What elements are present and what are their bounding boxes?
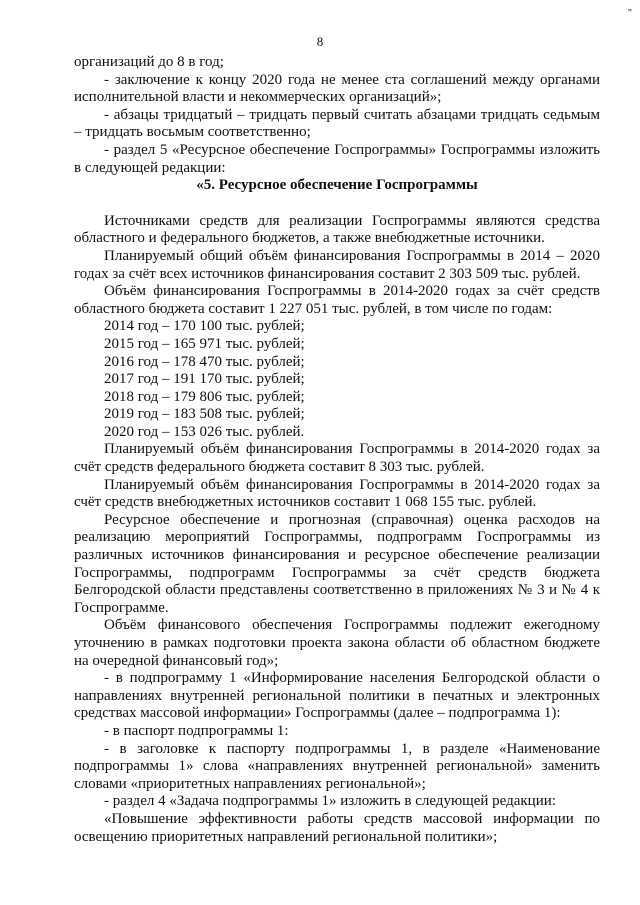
- paragraph: - раздел 5 «Ресурсное обеспечение Госпрограммы» Госпрограммы изложить в следующей редакции:: [74, 141, 600, 176]
- list-item: 2018 год – 179 806 тыс. рублей;: [104, 388, 305, 405]
- list-item: 2016 год – 178 470 тыс. рублей;: [104, 353, 305, 370]
- page-number: 8: [316, 34, 324, 49]
- paragraph: Планируемый объём финансирования Госпрограммы в 2014-2020 годах за счёт средств внебюджетных источников составит 1 068 155 тыс. рублей.: [74, 476, 600, 511]
- paragraph: организаций до 8 в год;: [74, 54, 224, 70]
- paragraph: - в паспорт подпрограммы 1:: [104, 722, 289, 739]
- document-body: [74, 54, 600, 846]
- list-item: 2019 год – 183 508 тыс. рублей;: [104, 406, 305, 423]
- list-item: 2020 год – 153 026 тыс. рублей.: [104, 423, 305, 440]
- corner-mark: ": [627, 8, 632, 19]
- paragraph: - в заголовке к паспорту подпрограммы 1, в разделе «Наименование подпрограммы 1» слова «направлениях внутренней региональной» заменить словами «приоритетных направлениях региональной»;: [74, 740, 600, 792]
- list-item: 2017 год – 191 170 тыс. рублей;: [104, 371, 305, 388]
- paragraph: Объём финансового обеспечения Госпрограммы подлежит ежегодному уточнению в рамках подготовки проекта закона области об областном бюджете на очередной финансовый год»;: [74, 617, 600, 669]
- paragraph: - в подпрограмму 1 «Информирование населения Белгородской области о направлениях внутренней региональной политики в печатных и электронных средствах массовой информации» Госпрограммы (далее – подпрограмма 1):: [74, 670, 600, 722]
- paragraph: Ресурсное обеспечение и прогнозная (справочная) оценка расходов на реализацию мероприятий Госпрограммы, подпрограмм Госпрограммы из различных источников финансирования и ресурсное обеспечение реализации Госпрограммы, подпрограмм Госпрограммы за счёт средств бюджета Белгородской области представлены соответственно в приложениях № 3 и № 4 к Госпрограмме.: [74, 511, 600, 616]
- paragraph: Объём финансирования Госпрограммы в 2014-2020 годах за счёт средств областного бюджета составит 1 227 051 тыс. рублей, в том числе по годам:: [74, 283, 600, 317]
- paragraph: Планируемый объём финансирования Госпрограммы в 2014-2020 годах за счёт средств федерального бюджета составит 8 303 тыс. рублей.: [74, 441, 600, 476]
- paragraph: «Повышение эффективности работы средств массовой информации по освещению приоритетных направлений региональной политики»;: [74, 810, 600, 845]
- list-item: 2015 год – 165 971 тыс. рублей;: [104, 335, 305, 352]
- section-heading: «5. Ресурсное обеспечение Госпрограммы: [196, 177, 478, 194]
- funding-by-year-list: [74, 318, 600, 441]
- list-item: 2014 год – 170 100 тыс. рублей;: [104, 318, 305, 335]
- paragraph: Источниками средств для реализации Госпрограммы являются средства областного и федерального бюджетов, а также внебюджетные источники.: [74, 212, 600, 247]
- paragraph: - раздел 4 «Задача подпрограммы 1» изложить в следующей редакции:: [104, 793, 556, 810]
- paragraph: Планируемый общий объём финансирования Госпрограммы в 2014 – 2020 годах за счёт всех источников финансирования составит 2 303 509 тыс. рублей.: [74, 247, 600, 282]
- paragraph: - абзацы тридцатый – тридцать первый считать абзацами тридцать седьмым – тридцать восьмым соответственно;: [74, 106, 600, 141]
- paragraph: - заключение к концу 2020 года не менее ста соглашений между органами исполнительной власти и некоммерческих организаций»;: [74, 71, 600, 106]
